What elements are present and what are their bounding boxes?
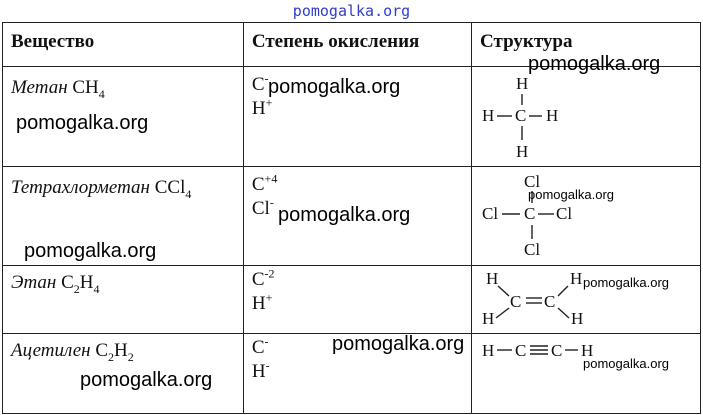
header-substance: Вещество [3, 23, 244, 67]
substance-name: Тетрахлорметан CCl$_4$ [11, 177, 192, 201]
atom-c: C [515, 106, 527, 125]
atom-h: H [581, 341, 594, 360]
atom-h: H [486, 269, 499, 288]
watermark: pomogalka.org [583, 356, 669, 371]
atom-c: C [510, 292, 522, 311]
atom-h: H [570, 269, 583, 288]
header-structure: Структура [472, 23, 701, 67]
atom-h: H [546, 106, 559, 125]
atom-cl: Cl [524, 172, 541, 191]
watermark: pomogalka.org [80, 369, 213, 391]
atom-h: H [482, 106, 495, 125]
watermark: pomogalka.org [332, 333, 465, 355]
oxidation-states: $C^{+4}$ Cl- [251, 171, 278, 219]
atom-h: H [516, 142, 529, 161]
atom-h: H [482, 341, 495, 360]
atom-h: H [482, 309, 495, 328]
structure-cell [472, 167, 701, 266]
oxidation-cell [243, 266, 471, 334]
watermark: pomogalka.org [278, 204, 411, 226]
top-watermark: pomogalka.org [292, 2, 411, 20]
header-oxidation: Степень окисления [243, 23, 471, 67]
structure-cell [472, 67, 701, 167]
watermark: pomogalka.org [24, 240, 157, 262]
oxidation-states: $C^{-2}$ H+ [251, 266, 275, 314]
atom-c: C [544, 292, 556, 311]
watermark: pomogalka.org [583, 275, 669, 290]
ccl4-structure [472, 167, 698, 264]
oxidation-states: C- H- [251, 334, 270, 382]
atom-c: C [551, 341, 563, 360]
substance-name: Метан $CH_4$ [11, 77, 105, 101]
watermark: pomogalka.org [528, 187, 614, 202]
oxidation-states: C- H+ [251, 71, 273, 119]
watermark: pomogalka.org [528, 53, 661, 75]
atom-c: C [515, 341, 527, 360]
substance-name: Ацетилен $C_2H_2$ [11, 340, 134, 364]
atom-cl: Cl [524, 240, 541, 259]
atom-h: H [571, 309, 584, 328]
acetylene-structure [472, 334, 698, 412]
atom-cl: Cl [556, 204, 573, 223]
substance-name: Этан $C_2H_4$ [11, 272, 100, 296]
atom-h: H [516, 74, 529, 93]
substance-cell [3, 266, 244, 334]
structure-cell [472, 334, 701, 414]
watermark: pomogalka.org [16, 112, 149, 134]
atom-c: C [524, 204, 536, 223]
watermark: pomogalka.org [268, 76, 401, 98]
atom-cl: Cl [482, 204, 499, 223]
methane-structure [472, 67, 698, 165]
